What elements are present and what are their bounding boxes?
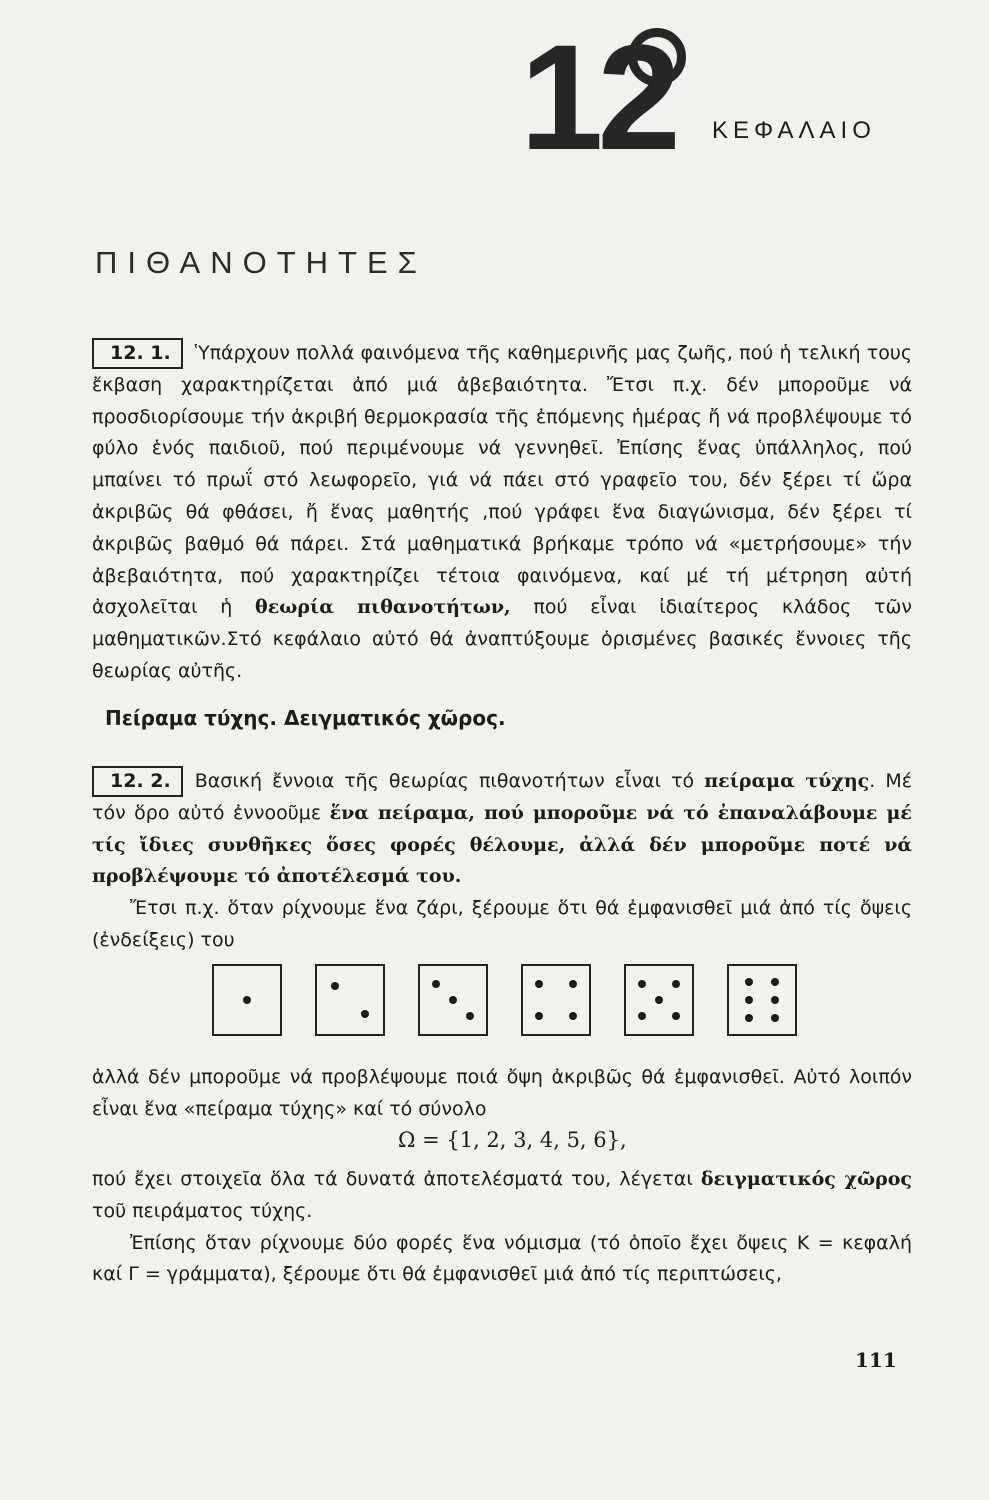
section-2-bold-2: ἕνα πείραμα, πού μποροῦμε νά τό ἐπαναλάβουμε μέ τίς ἴδιες συνθῆκες ὅσες φορές θέλουμε, ἀλλά δέν μποροῦμε ποτέ νά προβλέψουμε τό ἀποτέλεσμά του. <box>92 801 912 888</box>
die-face-1 <box>212 964 282 1036</box>
die-pip <box>361 1010 369 1018</box>
section-2-text-4a: πού ἔχει στοιχεῖα ὅλα τά δυνατά ἀποτελέσματά του, λέγεται <box>92 1168 701 1190</box>
dice-faces <box>212 964 797 1036</box>
section-2-text-2: . Μέ τόν ὅρο αὐτό ἐννοοῦμε <box>92 770 912 824</box>
die-pip <box>569 1012 577 1020</box>
subsection-heading: Πείραμα τύχης. Δειγματικός χῶρος. <box>105 706 506 730</box>
die-pip <box>655 996 663 1004</box>
die-pip <box>771 978 779 986</box>
section-1 <box>92 338 912 688</box>
die-pip <box>449 996 457 1004</box>
section-1-text-a: Ὑπάρχουν πολλά φαινόμενα τῆς καθημερινῆς μας ζωῆς, πού ἡ τελική τους ἔκβαση χαρακτηρίζεται ἀπό μιά ἀβεβαιότητα. Ἔτσι π.χ. δέν μποροῦμε νά προσδιορίσουμε τήν ἀκριβή θερμοκρασία τῆς ἐπόμενης ἡμέρας ἤ νά προβλέψουμε τό φύλο ἑνός παιδιοῦ, πού περιμένουμε νά γεννηθεῖ. Ἐπίσης ἕνας ὑπάλληλος, πού μπαίνει τό πρωΐ στό λεωφορεῖο, γιά νά πάει στό γραφεῖο του, δέν ξέρει τί ὥρα ἀκριβῶς θά φθάσει, ἤ ἕνας μαθητής ,πού γράφει ἕνα διαγώνισμα, δέν ξέρει τί ἀκριβῶς βαθμό θά πάρει. Στά μαθηματικά βρήκαμε τρόπο νά «μετρήσουμε» τήν ἀβεβαιότητα, πού χαρακτηρίζει τέτοια φαινόμενα, καί μέ τή μέτρηση αὐτή ἀσχολεῖται ἡ <box>92 342 912 619</box>
chapter-degree-mark <box>628 28 686 86</box>
die-pip <box>638 1012 646 1020</box>
section-2-paragraph-5: Ἐπίσης ὅταν ρίχνουμε δύο φορές ἕνα νόμισμα (τό ὁποῖο ἔχει ὄψεις Κ = κεφαλή καί Γ = γράμματα), ξέρουμε ὅτι θά ἐμφανισθεῖ μιά ἀπό τίς περιπτώσεις, <box>92 1231 912 1286</box>
die-pip <box>745 996 753 1004</box>
die-pip <box>535 980 543 988</box>
section-1-bold-term: θεωρία πιθανοτήτων, <box>255 596 511 619</box>
die-pip <box>745 1014 753 1022</box>
die-pip <box>638 980 646 988</box>
die-pip <box>771 1014 779 1022</box>
section-2-bold-term-2: δειγματικός χῶρος <box>700 1168 912 1190</box>
die-face-5 <box>624 964 694 1036</box>
page-number: 111 <box>855 1348 897 1372</box>
section-2-bold-1: πείραμα τύχης <box>704 770 870 792</box>
chapter-label: ΚΕΦΑΛΑΙΟ <box>712 117 876 144</box>
die-face-4 <box>521 964 591 1036</box>
die-pip <box>771 996 779 1004</box>
section-2 <box>92 766 912 957</box>
section-2-paragraph-2: Ἔτσι π.χ. ὅταν ρίχνουμε ἕνα ζάρι, ξέρουμε ὅτι θά ἐμφανισθεῖ μιά ἀπό τίς ὄψεις (ἐνδείξεις) του <box>92 897 912 951</box>
chapter-number: 12 <box>520 13 675 181</box>
die-face-3 <box>418 964 488 1036</box>
die-pip <box>672 1012 680 1020</box>
section-1-number: 12. 1. <box>92 338 183 369</box>
sample-space-formula: Ω = {1, 2, 3, 4, 5, 6}, <box>398 1128 627 1152</box>
die-pip <box>432 980 440 988</box>
die-pip <box>331 982 339 990</box>
die-pip <box>535 1012 543 1020</box>
die-face-2 <box>315 964 385 1036</box>
die-face-6 <box>727 964 797 1036</box>
section-1-text-b: πού εἶναι ἰδιαίτερος κλάδος τῶν μαθηματικῶν.Στό κεφάλαιο αὐτό θά ἀναπτύξουμε ὁρισμένες βασικές ἔννοιες τῆς θεωρίας αὐτῆς. <box>92 596 912 682</box>
die-pip <box>745 978 753 986</box>
section-2-paragraph-3: ἀλλά δέν μποροῦμε νά προβλέψουμε ποιά ὄψη ἀκριβῶς θά ἐμφανισθεῖ. Αὐτό λοιπόν εἶναι ἕνα «πείραμα τύχης» καί τό σύνολο <box>92 1066 912 1120</box>
section-2-text-4c: τοῦ πειράματος τύχης. <box>92 1199 313 1222</box>
section-2-paragraph-4 <box>92 1164 912 1291</box>
die-pip <box>243 996 251 1004</box>
die-pip <box>672 980 680 988</box>
section-2-number: 12. 2. <box>92 766 183 797</box>
die-pip <box>466 1012 474 1020</box>
chapter-title: ΠΙΘΑΝΟΤΗΤΕΣ <box>95 245 427 280</box>
die-pip <box>569 980 577 988</box>
section-2-text-1: Βασική ἔννοια τῆς θεωρίας πιθανοτήτων εἶναι τό <box>194 770 705 792</box>
